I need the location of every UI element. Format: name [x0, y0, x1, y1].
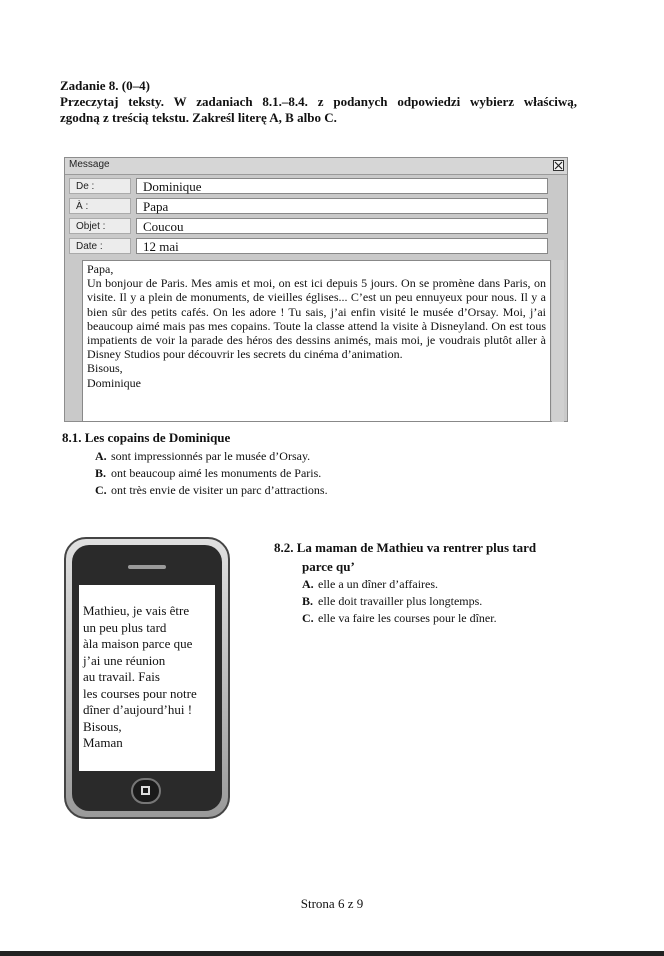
field-row-subject: [69, 218, 549, 235]
option-text: sont impressionnés par le musée d’Orsay.: [111, 449, 311, 463]
task-instruction-line1: Przeczytaj teksty. W zadaniach 8.1.–8.4. z podanych odpowiedzi wybierz właściwą,: [60, 94, 577, 109]
task-instruction-line2: zgodną z treścią tekstu. Zakreśl literę A, B albo C.: [60, 110, 337, 125]
field-label-to: À :: [69, 198, 131, 214]
close-icon[interactable]: [553, 160, 564, 171]
home-button-icon: [131, 778, 161, 804]
option-letter: C.: [95, 483, 107, 497]
question-text: Les copains de Dominique: [84, 430, 231, 445]
question-number: 8.2.: [274, 540, 294, 555]
message-paragraph: Un bonjour de Paris. Mes amis et moi, on est ici depuis 5 jours. On se promène dans Paris, on visite. Il y a plein de monuments, de vieilles églises... C’est un peu ennuyeux pour nous. Il y a bien sûr des petits cafés. On les adore ! Tu sais, j’ai enfin visité le musée d’Orsay. Moi, j’ai beaucoup aimé mais pas mes copains. Toute la classe attend la visite à Disneyland. On est tous impatients de voir la parade des héros des dessins animés, mais moi, je voudrais plutôt aller à Disney Studios pour découvrir les secrets du cinéma d’animation.: [87, 276, 546, 362]
phone-speaker: [128, 565, 166, 569]
question-text-line1: La maman de Mathieu va rentrer plus tard: [296, 540, 537, 555]
sms-line: Maman: [83, 735, 123, 750]
question-8-1: [62, 430, 328, 499]
message-window-title: Message: [69, 159, 110, 170]
sms-line: Bisous,: [83, 718, 122, 734]
answer-option-c[interactable]: [302, 610, 536, 627]
task-header: [60, 78, 620, 126]
message-window: [64, 157, 568, 422]
option-text: ont très envie de visiter un parc d’attractions.: [111, 483, 328, 497]
field-row-date: [69, 238, 549, 255]
bottom-divider: [0, 951, 664, 956]
question-number: 8.1.: [62, 430, 82, 445]
question-title: [62, 430, 328, 446]
question-title: [274, 538, 536, 576]
message-body[interactable]: [82, 260, 551, 422]
answer-options: [302, 576, 536, 627]
answer-option-a[interactable]: [95, 448, 328, 465]
sms-line: Mathieu, je vais être: [83, 603, 190, 618]
field-row-to: [69, 198, 549, 215]
sms-screen: [79, 585, 215, 771]
task-number: Zadanie 8. (0–4): [60, 78, 150, 93]
option-letter: A.: [302, 577, 314, 591]
sms-line: dîner d’aujourd’hui !: [83, 702, 193, 717]
option-letter: C.: [302, 611, 314, 625]
question-8-2: [274, 538, 536, 627]
answer-option-b[interactable]: [95, 465, 328, 482]
option-text: ont beaucoup aimé les monuments de Paris.: [111, 466, 322, 480]
message-signature: Dominique: [87, 375, 141, 390]
subject-field[interactable]: Coucou: [136, 218, 548, 234]
phone-illustration: [64, 537, 230, 819]
option-text: elle va faire les courses pour le dîner.: [318, 611, 497, 625]
sms-line: au travail. Fais: [83, 669, 160, 684]
to-field[interactable]: Papa: [136, 198, 548, 214]
option-letter: B.: [95, 466, 107, 480]
sms-line: àla maison parce que: [83, 636, 193, 651]
sms-line: un peu plus tard: [83, 619, 167, 635]
sms-line: les courses pour notre: [83, 685, 197, 701]
message-titlebar: [65, 158, 567, 175]
answer-option-c[interactable]: [95, 482, 328, 499]
option-letter: B.: [302, 594, 314, 608]
field-label-from: De :: [69, 178, 131, 194]
option-text: elle a un dîner d’affaires.: [318, 577, 439, 591]
sms-line: j’ai une réunion: [83, 652, 166, 668]
phone-frame: [72, 545, 222, 811]
question-text-line2: parce qu’: [302, 559, 355, 574]
field-row-from: [69, 178, 549, 195]
answer-options: [95, 448, 328, 499]
page-number: Strona 6 z 9: [300, 896, 364, 911]
message-greeting: Papa,: [87, 262, 114, 276]
field-label-date: Date :: [69, 238, 131, 254]
message-scrollbar[interactable]: [552, 260, 564, 422]
option-text: elle doit travailler plus longtemps.: [318, 594, 483, 608]
answer-option-b[interactable]: [302, 593, 536, 610]
field-label-subject: Objet :: [69, 218, 131, 234]
date-field[interactable]: 12 mai: [136, 238, 548, 254]
message-closing: Bisous,: [87, 361, 123, 376]
answer-option-a[interactable]: [302, 576, 536, 593]
from-field[interactable]: Dominique: [136, 178, 548, 194]
option-letter: A.: [95, 449, 107, 463]
